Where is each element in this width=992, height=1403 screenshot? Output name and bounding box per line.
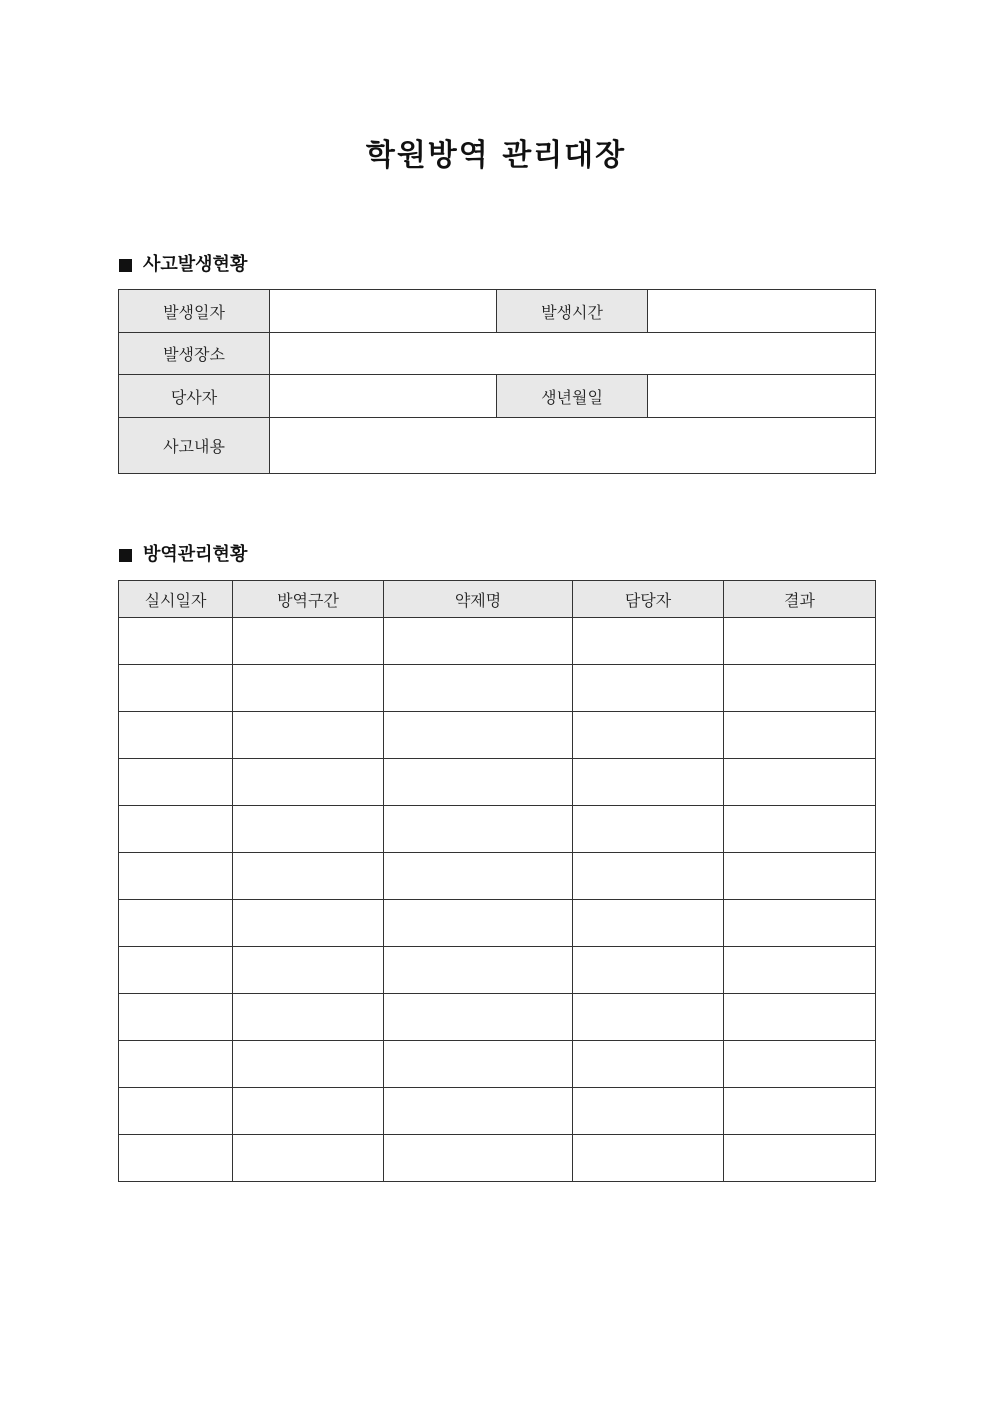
date-cell[interactable]: [119, 759, 233, 806]
table-row: [119, 1135, 876, 1182]
result-cell[interactable]: [724, 994, 876, 1041]
table-row: [119, 759, 876, 806]
accident-content-field[interactable]: [270, 418, 876, 474]
table-row: [119, 712, 876, 759]
manager-cell[interactable]: [573, 947, 724, 994]
occurrence-place-label: 발생장소: [119, 333, 270, 375]
person-label: 당사자: [119, 375, 270, 418]
date-cell[interactable]: [119, 1088, 233, 1135]
accident-content-label: 사고내용: [119, 418, 270, 474]
result-cell[interactable]: [724, 1135, 876, 1182]
result-cell[interactable]: [724, 947, 876, 994]
chemical-cell[interactable]: [384, 994, 573, 1041]
result-cell[interactable]: [724, 853, 876, 900]
date-cell[interactable]: [119, 806, 233, 853]
disinfection-section-heading: [119, 542, 247, 568]
table-row: [119, 418, 876, 474]
manager-cell[interactable]: [573, 806, 724, 853]
disinfection-table-body: [119, 618, 876, 1182]
column-header-result: 결과: [724, 581, 876, 618]
table-header-row: [119, 581, 876, 618]
occurrence-place-field[interactable]: [270, 333, 876, 375]
manager-cell[interactable]: [573, 994, 724, 1041]
date-cell[interactable]: [119, 618, 233, 665]
table-row: [119, 853, 876, 900]
area-cell[interactable]: [233, 853, 384, 900]
result-cell[interactable]: [724, 806, 876, 853]
page-title: 학원방역 관리대장: [365, 138, 627, 173]
accident-section-heading: [119, 252, 247, 278]
person-field[interactable]: [270, 375, 497, 418]
birthdate-field[interactable]: [648, 375, 876, 418]
area-cell[interactable]: [233, 1135, 384, 1182]
occurrence-date-label: 발생일자: [119, 290, 270, 333]
occurrence-time-label: 발생시간: [497, 290, 648, 333]
date-cell[interactable]: [119, 947, 233, 994]
result-cell[interactable]: [724, 618, 876, 665]
area-cell[interactable]: [233, 994, 384, 1041]
result-cell[interactable]: [724, 1041, 876, 1088]
chemical-cell[interactable]: [384, 900, 573, 947]
manager-cell[interactable]: [573, 1041, 724, 1088]
table-row: [119, 290, 876, 333]
manager-cell[interactable]: [573, 1088, 724, 1135]
black-square-icon: [119, 549, 132, 562]
area-cell[interactable]: [233, 712, 384, 759]
table-row: [119, 900, 876, 947]
column-header-manager: 담당자: [573, 581, 724, 618]
occurrence-date-field[interactable]: [270, 290, 497, 333]
table-row: [119, 806, 876, 853]
date-cell[interactable]: [119, 1135, 233, 1182]
manager-cell[interactable]: [573, 1135, 724, 1182]
table-row: [119, 375, 876, 418]
black-square-icon: [119, 259, 132, 272]
disinfection-log-table: [118, 580, 876, 1182]
table-row: [119, 1041, 876, 1088]
result-cell[interactable]: [724, 759, 876, 806]
chemical-cell[interactable]: [384, 618, 573, 665]
accident-info-table: [118, 289, 876, 474]
manager-cell[interactable]: [573, 712, 724, 759]
occurrence-time-field[interactable]: [648, 290, 876, 333]
chemical-cell[interactable]: [384, 1088, 573, 1135]
area-cell[interactable]: [233, 1041, 384, 1088]
chemical-cell[interactable]: [384, 806, 573, 853]
table-row: [119, 994, 876, 1041]
table-row: [119, 947, 876, 994]
result-cell[interactable]: [724, 665, 876, 712]
result-cell[interactable]: [724, 712, 876, 759]
chemical-cell[interactable]: [384, 1041, 573, 1088]
area-cell[interactable]: [233, 665, 384, 712]
birthdate-label: 생년월일: [497, 375, 648, 418]
chemical-cell[interactable]: [384, 947, 573, 994]
chemical-cell[interactable]: [384, 712, 573, 759]
result-cell[interactable]: [724, 900, 876, 947]
date-cell[interactable]: [119, 900, 233, 947]
date-cell[interactable]: [119, 994, 233, 1041]
chemical-cell[interactable]: [384, 759, 573, 806]
manager-cell[interactable]: [573, 900, 724, 947]
table-row: [119, 665, 876, 712]
result-cell[interactable]: [724, 1088, 876, 1135]
date-cell[interactable]: [119, 712, 233, 759]
area-cell[interactable]: [233, 618, 384, 665]
column-header-chemical: 약제명: [384, 581, 573, 618]
chemical-cell[interactable]: [384, 1135, 573, 1182]
date-cell[interactable]: [119, 853, 233, 900]
disinfection-section-title: 방역관리현황: [143, 544, 248, 565]
manager-cell[interactable]: [573, 665, 724, 712]
manager-cell[interactable]: [573, 618, 724, 665]
date-cell[interactable]: [119, 1041, 233, 1088]
chemical-cell[interactable]: [384, 665, 573, 712]
column-header-area: 방역구간: [233, 581, 384, 618]
table-row: [119, 1088, 876, 1135]
area-cell[interactable]: [233, 947, 384, 994]
manager-cell[interactable]: [573, 853, 724, 900]
date-cell[interactable]: [119, 665, 233, 712]
table-row: [119, 333, 876, 375]
table-row: [119, 618, 876, 665]
area-cell[interactable]: [233, 900, 384, 947]
manager-cell[interactable]: [573, 759, 724, 806]
column-header-date: 실시일자: [119, 581, 233, 618]
area-cell[interactable]: [233, 806, 384, 853]
area-cell[interactable]: [233, 759, 384, 806]
accident-section-title: 사고발생현황: [143, 254, 248, 275]
chemical-cell[interactable]: [384, 853, 573, 900]
area-cell[interactable]: [233, 1088, 384, 1135]
